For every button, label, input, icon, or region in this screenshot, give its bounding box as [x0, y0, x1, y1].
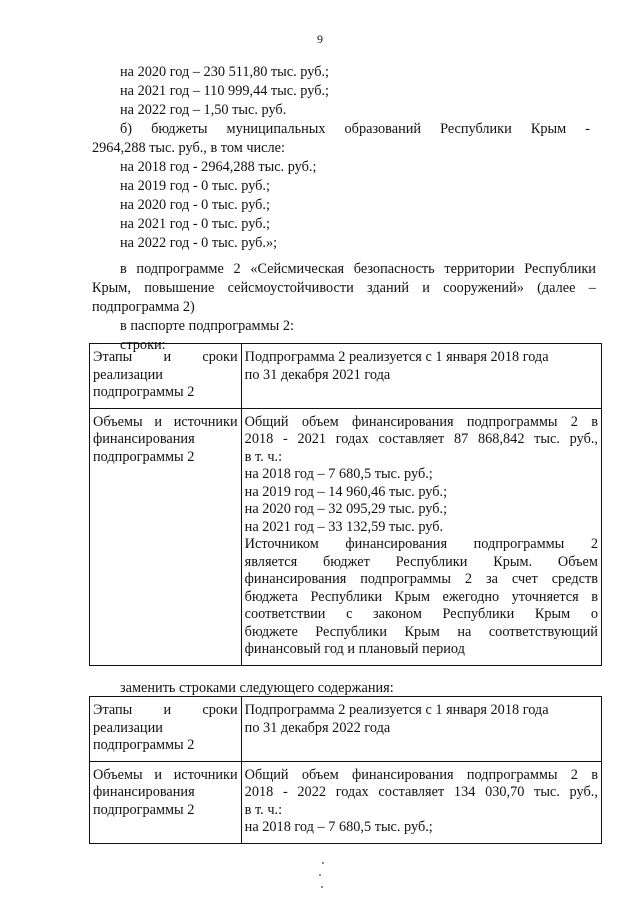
value-line: Подпрограмма 2 реализуется с 1 января 2018 года: [244, 702, 549, 718]
word: источники: [173, 766, 238, 783]
table-row: [90, 408, 602, 665]
word: ежегодно: [442, 588, 500, 605]
word: 2021: [297, 431, 327, 447]
word: объем: [301, 766, 339, 783]
table-cell-value: [241, 344, 601, 409]
word: и: [163, 702, 172, 718]
value-line: Подпрограмма 2 реализуется с 1 января 2018 года: [244, 349, 549, 365]
word: Крым: [530, 121, 567, 137]
label-line: подпрограммы 2: [93, 737, 195, 753]
table-cell-value: [241, 408, 601, 665]
word: Крым,: [92, 280, 131, 296]
value-line-justified: [245, 589, 598, 607]
text-line: строки:: [120, 337, 166, 353]
text-line: на 2021 год - 0 тыс. руб.;: [120, 216, 270, 232]
text-line: на 2019 год - 0 тыс. руб.;: [120, 178, 270, 194]
word: источники: [173, 413, 238, 430]
value-line: на 2020 год – 32 095,29 тыс. руб.;: [244, 501, 448, 517]
word: тыс.: [534, 431, 560, 447]
word: на: [457, 623, 472, 640]
word: бюджета: [244, 588, 298, 605]
word: Этапы: [93, 349, 133, 365]
text-line: на 2020 год – 230 511,80 тыс. руб.;: [120, 64, 330, 80]
word: Объемы: [93, 413, 143, 430]
text-line: 2964,288 тыс. руб., в том числе:: [92, 140, 285, 156]
word: сроки: [202, 349, 238, 365]
word: Этапы: [93, 702, 133, 718]
word: –: [588, 280, 596, 296]
word: 868,842: [478, 431, 525, 447]
word: Общий: [244, 413, 289, 430]
table-row: [90, 697, 602, 762]
word: соответствии: [244, 606, 326, 622]
scan-speck: [319, 874, 321, 876]
text-line: на 2020 год - 0 тыс. руб.;: [120, 197, 270, 213]
word: 2022: [297, 784, 326, 800]
word: подпрограммы: [473, 536, 565, 552]
subprogram-line-1: [120, 260, 596, 279]
label-line: подпрограммы 2: [93, 384, 195, 400]
word: -: [282, 431, 288, 447]
word: руб.,: [569, 431, 598, 447]
word: 87: [454, 431, 469, 447]
budget-municipal-line: [120, 120, 590, 139]
word: 2: [570, 766, 578, 783]
word: Крым: [534, 606, 571, 622]
value-line: в т. ч.:: [244, 448, 283, 465]
word: Республики: [442, 606, 515, 622]
table-cell-label: [90, 697, 242, 762]
word: бюджет: [323, 553, 370, 570]
value-line-justified: [245, 606, 598, 624]
word: соответствующий: [488, 623, 598, 640]
value-line-justified: [245, 571, 598, 589]
text-line: подпрограмма 2): [92, 299, 195, 315]
word: Республики: [395, 553, 468, 570]
word: составляет: [378, 431, 445, 447]
word: образований: [344, 121, 422, 137]
word: подпрограммы: [466, 766, 558, 783]
word: «Сейсмическая: [250, 261, 345, 277]
word: объем: [301, 413, 339, 430]
value-line: на 2019 год – 14 960,46 тыс. руб.;: [244, 483, 448, 500]
table-row: [90, 344, 602, 409]
word: Крым.: [493, 553, 533, 570]
word: финансирования: [345, 536, 448, 552]
word: территории: [444, 261, 515, 277]
passport-table-new: [89, 696, 602, 844]
word: 2018: [244, 431, 274, 447]
value-line-justified: [245, 767, 598, 785]
label-line: реализации: [93, 366, 163, 383]
word: в: [591, 766, 598, 783]
value-line: в т. ч.:: [244, 801, 283, 818]
word: бюджеты: [151, 121, 208, 137]
label-line: [93, 767, 238, 785]
value-line: на 2021 год – 33 132,59 тыс. руб.: [244, 518, 444, 535]
table-cell-value: [241, 761, 601, 843]
word: 2018: [244, 784, 274, 800]
table-cell-value: [241, 697, 601, 762]
label-line: [93, 702, 238, 720]
word: и: [154, 413, 163, 430]
word: является: [244, 553, 298, 570]
table-cell-label: [90, 344, 242, 409]
word: -: [585, 121, 590, 137]
word: годах: [335, 784, 369, 800]
value-line-justified: [245, 624, 598, 642]
word: б): [120, 121, 133, 137]
table-cell-label: [90, 408, 242, 665]
word: 2: [233, 261, 241, 277]
word: 2: [590, 536, 598, 552]
word: сейсмоустойчивости: [227, 280, 354, 296]
value-line-justified: [245, 536, 598, 554]
subprogram-line-2: [92, 279, 596, 298]
text-line: на 2022 год – 1,50 тыс. руб.: [120, 102, 287, 118]
word: за: [485, 571, 498, 587]
word: и: [163, 349, 172, 365]
text-line: на 2021 год – 110 999,44 тыс. руб.;: [120, 83, 330, 99]
word: Общий: [244, 766, 289, 783]
word: -: [282, 784, 288, 800]
label-line: финансирования: [93, 784, 195, 800]
word: составляет: [378, 784, 445, 800]
word: Объем: [557, 553, 598, 570]
value-line: по 31 декабря 2022 года: [244, 719, 391, 736]
label-line: реализации: [93, 719, 163, 736]
word: тыс.: [534, 784, 560, 800]
word: уточняется: [511, 588, 579, 605]
word: Объемы: [93, 766, 143, 783]
scan-speck: [322, 862, 324, 864]
label-line: финансирования: [93, 431, 195, 447]
word: средств: [551, 571, 598, 587]
word: финансирования: [244, 571, 347, 587]
text-line: на 2018 год - 2964,288 тыс. руб.;: [120, 159, 317, 175]
word: 2: [570, 413, 578, 430]
word: годах: [335, 431, 369, 447]
word: подпрограммы: [360, 571, 451, 587]
page-number: 9: [317, 32, 323, 46]
word: финансирования: [351, 413, 454, 430]
scan-speck: [321, 886, 323, 888]
word: и: [154, 766, 163, 783]
word: 030,70: [485, 784, 525, 800]
word: финансирования: [351, 766, 454, 783]
word: с: [346, 606, 353, 622]
word: (далее: [537, 280, 576, 296]
word: бюджете: [244, 623, 298, 640]
word: Республики: [524, 261, 596, 277]
label-line: [93, 414, 238, 432]
word: руб.,: [569, 784, 598, 800]
word: Республики: [315, 623, 388, 640]
word: Республики: [310, 588, 383, 605]
word: 2: [464, 571, 473, 587]
value-line: на 2018 год – 7 680,5 тыс. руб.;: [244, 819, 433, 835]
word: Источником: [244, 536, 319, 552]
value-line-justified: [245, 784, 598, 802]
value-line: на 2018 год – 7 680,5 тыс. руб.;: [244, 466, 433, 482]
table-cell-label: [90, 761, 242, 843]
word: в: [591, 413, 598, 430]
passport-table-old: [89, 343, 602, 666]
label-line: [93, 349, 238, 367]
value-line-justified: [245, 414, 598, 432]
word: повышение: [144, 280, 215, 296]
label-line: подпрограммы 2: [93, 801, 195, 818]
word: и: [422, 280, 430, 296]
word: в: [120, 261, 127, 277]
value-line: по 31 декабря 2021 года: [244, 366, 391, 383]
value-line-justified: [245, 554, 598, 572]
word: сооружений»: [443, 280, 524, 296]
word: счет: [511, 571, 538, 587]
word: Крым: [404, 623, 440, 640]
label-line: подпрограммы 2: [93, 448, 195, 465]
replace-heading: заменить строками следующего содержания:: [120, 680, 394, 696]
word: Крым: [394, 588, 430, 605]
word: подпрограмме: [136, 261, 224, 277]
word: законом: [373, 606, 422, 622]
word: сроки: [202, 702, 238, 718]
text-line: в паспорте подпрограммы 2:: [120, 318, 294, 334]
word: в: [591, 588, 598, 605]
word: Республики: [440, 121, 512, 137]
word: о: [590, 606, 598, 622]
text-line: на 2022 год - 0 тыс. руб.»;: [120, 235, 278, 251]
word: безопасность: [353, 261, 435, 277]
word: муниципальных: [226, 121, 326, 137]
word: 134: [453, 784, 476, 800]
value-line: финансовый год и плановый период: [244, 641, 465, 657]
value-line-justified: [245, 431, 598, 449]
table-row: [90, 761, 602, 843]
word: подпрограммы: [466, 413, 558, 430]
word: зданий: [367, 280, 409, 296]
